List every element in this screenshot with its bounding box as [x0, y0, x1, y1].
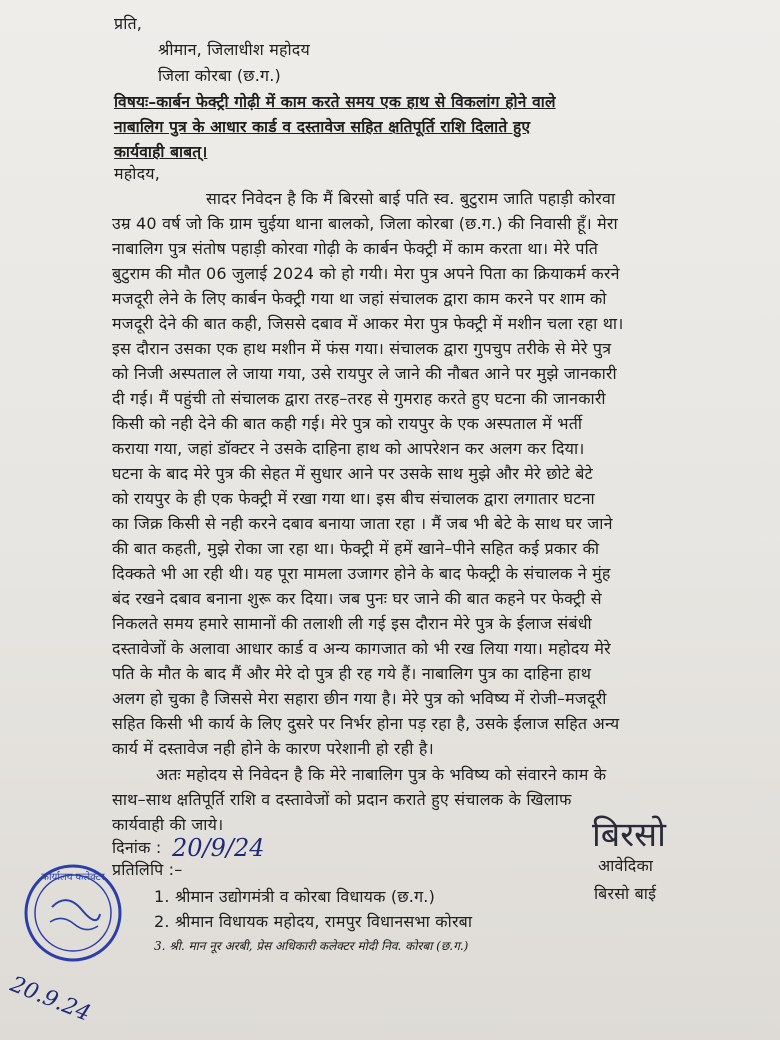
body-line: मजदूरी लेने के लिए कार्बन फेक्ट्री गया था जहां संचालक द्वारा काम करने पर शाम को [112, 289, 607, 308]
copy-label: प्रतिलिपि :– [112, 860, 183, 879]
closing-line: साथ–साथ क्षतिपूर्ति राशि व दस्तावेजों को प्रदान कराते हुए संचालक के खिलाफ [112, 790, 572, 809]
body-line: बुटुराम की मौत 06 जुलाई 2024 को हो गयी। मेरा पुत्र अपने पिता का क्रियाकर्म करने [112, 264, 620, 283]
body-line: को निजी अस्पताल ले जाया गया, उसे रायपुर ले जाने की नौबत आने पर मुझे जानकारी [112, 364, 617, 383]
body-line: बंद रखने दबाव बनाना शुरू कर दिया। जब पुनः घर जाने की बात कहने पर फेक्ट्री से [112, 589, 602, 608]
body-line: सादर निवेदन है कि मैं बिरसो बाई पति स्व. बुटुराम जाति पहाड़ी कोरवा [206, 189, 616, 208]
body-line: घटना के बाद मेरे पुत्र की सेहत में सुधार आने पर उसके साथ मुझे और मेरे छोटे बेटे [112, 464, 593, 483]
body-line: निकलते समय हमारे सामानों की तलाशी ली गई इस दौरान मेरे पुत्र के ईलाज संबंधी [112, 614, 592, 633]
applicant-role: आवेदिका [598, 856, 654, 875]
addressee-line-1: श्रीमान, जिलाधीश महोदय [158, 40, 310, 59]
closing-line: कार्यवाही की जाये। [112, 815, 224, 834]
received-date-handwritten: 20.9.24 [6, 972, 94, 1027]
body-line: कराया गया, जहां डॉक्टर ने उसके दाहिना हाथ को आपरेशन कर अलग कर दिया। [112, 439, 585, 458]
body-line: अलग हो चुका है जिससे मेरा सहारा छीन गया है। मेरे पुत्र को भविष्य में रोजी–मजदूरी [112, 689, 607, 708]
body-line: सहित किसी भी कार्य के लिए दुसरे पर निर्भर होना पड़ रहा है, उसके ईलाज सहित अन्य [112, 714, 620, 733]
addressee-line-2: जिला कोरबा (छ.ग.) [158, 66, 281, 85]
copy-item-2: 2. श्रीमान विधायक महोदय, रामपुर विधानसभा कोरबा [154, 912, 473, 931]
body-line: पति के मौत के बाद मैं और मेरे दो पुत्र ही रह गये हैं। नाबालिग पुत्र का दाहिना हाथ [112, 664, 592, 683]
stamp-icon [22, 862, 124, 964]
date-handwritten: 20/9/24 [172, 834, 265, 862]
body-line: की बात कहती, मुझे रोका जा रहा था। फेक्ट्री में हमें खाने–पीने सहित कई प्रकार की [112, 539, 600, 558]
copy-item-1: 1. श्रीमान उद्योगमंत्री व कोरबा विधायक (छ.ग.) [154, 887, 436, 906]
body-line: किसी को नही देने की बात कही गई। मेरे पुत्र को रायपुर के एक अस्पताल में भर्ती [112, 414, 583, 433]
applicant-signature: बिरसो [592, 815, 666, 855]
body-line: नाबालिग पुत्र संतोष पहाड़ी कोरवा गोढ़ी के कार्बन फेक्ट्री में काम करता था। मेरे पति [112, 239, 599, 258]
applicant-name: बिरसो बाई [594, 884, 657, 903]
body-line: दिक्कते भी आ रही थी। यह पूरा मामला उजागर होने के बाद फेक्ट्री के संचालक ने मुंह [112, 564, 611, 583]
copy-item-3-handwritten: 3. श्री. मान नूर अरबी, प्रेस अधिकारी कलेक्टर मोदी निव. कोरबा (छ.ग.) [154, 939, 469, 953]
subject-line-1: विषयः–कार्बन फेक्ट्री गोढ़ी में काम करते समय एक हाथ से विकलांग होने वाले [114, 93, 556, 111]
body-line: उम्र 40 वर्ष जो कि ग्राम चुईया थाना बालको, जिला कोरबा (छ.ग.) की निवासी हूँ। मेरा [112, 214, 618, 233]
stamp-text: कार्यालय कलेक्टर [41, 872, 105, 883]
body-line: दी गई। मैं पहुंची तो संचालक द्वारा तरह–तरह से गुमराह करते हुए घटना की जानकारी [112, 389, 606, 408]
body-line: दस्तावेजों के अलावा आधार कार्ड व अन्य कागजात को भी रख लिया गया। महोदय मेरे [112, 639, 611, 658]
subject-line-3: कार्यवाही बाबत्। [114, 143, 208, 161]
office-stamp [22, 862, 124, 964]
body-line: इस दौरान उसका एक हाथ मशीन में फंस गया। संचालक द्वारा गुपचुप तरीके से मेरे पुत्र [112, 339, 612, 358]
body-line: को रायपुर के ही एक फेक्ट्री में रखा गया था। इस बीच संचालक द्वारा लगातार घटना [112, 489, 595, 508]
body-line: कार्य में दस्तावेज नही होने के कारण परेशानी हो रही है। [112, 739, 434, 758]
body-line: मजदूरी देने की बात कही, जिससे दबाव में आकर मेरा पुत्र फेक्ट्री में मशीन चला रहा था। [112, 314, 624, 333]
date-label: दिनांक : [112, 838, 162, 857]
body-line: का जिक्र किसी से नही करने दबाव बनाया जाता रहा । मैं जब भी बेटे के साथ घर जाने [112, 514, 613, 533]
closing-line: अतः महोदय से निवेदन है कि मेरे नाबालिग पुत्र के भविष्य को संवारने काम के [156, 765, 607, 784]
salutation-to: प्रति, [114, 14, 143, 33]
subject-line-2: नाबालिग पुत्र के आधार कार्ड व दस्तावेज सहित क्षतिपूर्ति राशि दिलाते हुए [114, 118, 531, 136]
greeting: महोदय, [114, 164, 161, 183]
